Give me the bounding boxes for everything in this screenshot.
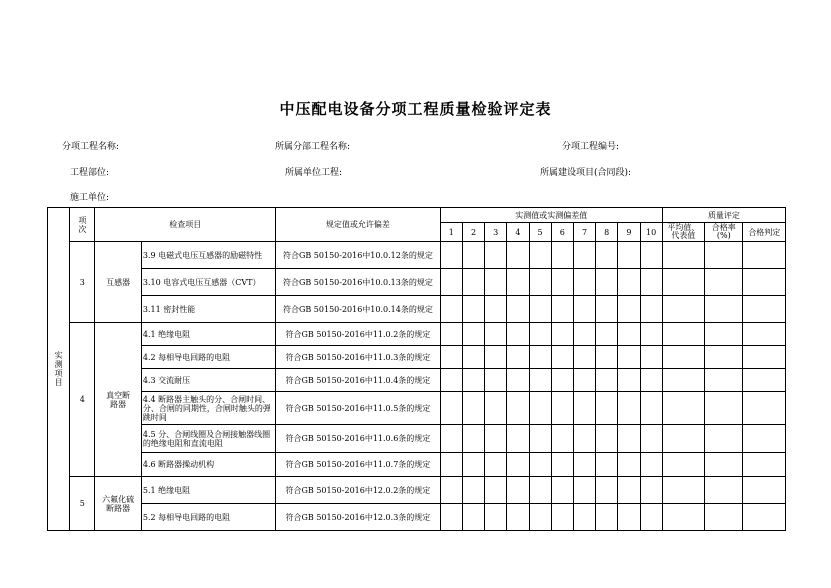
value-cell[interactable] — [507, 242, 529, 269]
value-cell[interactable] — [662, 242, 704, 269]
value-cell[interactable] — [462, 242, 484, 269]
value-cell[interactable] — [705, 346, 743, 369]
value-cell[interactable] — [596, 369, 618, 392]
value-cell[interactable] — [485, 504, 507, 531]
value-cell[interactable] — [618, 504, 640, 531]
value-cell[interactable] — [662, 425, 704, 453]
value-cell[interactable] — [485, 346, 507, 369]
value-cell[interactable] — [440, 453, 462, 477]
standard-value: 符合GB 50150-2016中11.0.3条的规定 — [276, 346, 441, 369]
value-cell[interactable] — [551, 453, 573, 477]
group-seq: 3 — [70, 242, 95, 323]
value-cell[interactable] — [440, 242, 462, 269]
header-pass-rate: 合格率 (%) — [705, 223, 743, 242]
value-cell[interactable] — [705, 477, 743, 504]
value-cell[interactable] — [618, 369, 640, 392]
check-item: 4.3 交流耐压 — [141, 369, 275, 392]
value-cell[interactable] — [640, 296, 662, 323]
value-cell[interactable] — [551, 296, 573, 323]
value-cell[interactable] — [507, 453, 529, 477]
check-item: 3.10 电容式电压互感器（CVT） — [141, 269, 275, 296]
value-cell[interactable] — [507, 296, 529, 323]
value-cell[interactable] — [640, 369, 662, 392]
standard-value: 符合GB 50150-2016中12.0.3条的规定 — [276, 504, 441, 531]
value-cell[interactable] — [596, 477, 618, 504]
value-cell[interactable] — [596, 242, 618, 269]
group-seq: 5 — [70, 477, 95, 531]
standard-value: 符合GB 50150-2016中10.0.13条的规定 — [276, 269, 441, 296]
value-cell[interactable] — [462, 369, 484, 392]
section-label: 实 测 项 目 — [48, 208, 70, 531]
value-cell[interactable] — [462, 453, 484, 477]
value-cell[interactable] — [485, 269, 507, 296]
group-seq: 4 — [70, 323, 95, 477]
value-cell[interactable] — [573, 296, 595, 323]
value-cell[interactable] — [743, 369, 786, 392]
value-cell[interactable] — [440, 346, 462, 369]
header-row-1 — [48, 208, 786, 223]
header-col-5: 5 — [529, 223, 551, 242]
standard-value: 符合GB 50150-2016中12.0.2条的规定 — [276, 477, 441, 504]
value-cell[interactable] — [507, 392, 529, 425]
value-cell[interactable] — [440, 477, 462, 504]
value-cell[interactable] — [507, 477, 529, 504]
value-cell[interactable] — [618, 477, 640, 504]
header-avg: 平均值、 代表值 — [662, 223, 704, 242]
inspection-table — [47, 207, 786, 531]
value-cell[interactable] — [573, 504, 595, 531]
table-row — [48, 346, 786, 369]
header-quality: 质量评定 — [662, 208, 785, 223]
value-cell[interactable] — [551, 369, 573, 392]
group-name: 互感器 — [95, 242, 141, 323]
table-row — [48, 242, 786, 269]
value-cell[interactable] — [743, 453, 786, 477]
value-cell[interactable] — [705, 269, 743, 296]
check-item: 4.4 断路器主触头的分、合闸时间、分、合闸的同期性，合闸时触头的弹跳时间 — [141, 392, 275, 425]
value-cell[interactable] — [440, 296, 462, 323]
value-cell[interactable] — [662, 504, 704, 531]
check-item: 3.11 密封性能 — [141, 296, 275, 323]
standard-value: 符合GB 50150-2016中11.0.5条的规定 — [276, 392, 441, 425]
value-cell[interactable] — [640, 346, 662, 369]
value-cell[interactable] — [440, 425, 462, 453]
value-cell[interactable] — [440, 392, 462, 425]
header-col-6: 6 — [551, 223, 573, 242]
value-cell[interactable] — [743, 269, 786, 296]
value-cell[interactable] — [596, 392, 618, 425]
check-item: 4.6 断路器操动机构 — [141, 453, 275, 477]
header-col-7: 7 — [573, 223, 595, 242]
header-standard: 规定值或允许偏差 — [276, 208, 441, 242]
value-cell[interactable] — [705, 392, 743, 425]
value-cell[interactable] — [573, 392, 595, 425]
value-cell[interactable] — [529, 453, 551, 477]
value-cell[interactable] — [662, 392, 704, 425]
header-col-1: 1 — [440, 223, 462, 242]
value-cell[interactable] — [618, 296, 640, 323]
table-row — [48, 425, 786, 453]
header-col-10: 10 — [640, 223, 662, 242]
table-row — [48, 453, 786, 477]
value-cell[interactable] — [462, 346, 484, 369]
header-col-3: 3 — [485, 223, 507, 242]
value-cell[interactable] — [743, 425, 786, 453]
value-cell[interactable] — [662, 369, 704, 392]
construction-project-label: 所属建设项目(合同段): — [540, 168, 632, 178]
value-cell[interactable] — [596, 269, 618, 296]
value-cell[interactable] — [507, 369, 529, 392]
value-cell[interactable] — [743, 504, 786, 531]
value-cell[interactable] — [485, 477, 507, 504]
standard-value: 符合GB 50150-2016中11.0.4条的规定 — [276, 369, 441, 392]
project-part-label: 工程部位: — [70, 168, 110, 178]
value-cell[interactable] — [573, 323, 595, 346]
value-cell[interactable] — [462, 504, 484, 531]
value-cell[interactable] — [485, 242, 507, 269]
value-cell[interactable] — [507, 269, 529, 296]
value-cell[interactable] — [618, 242, 640, 269]
value-cell[interactable] — [485, 425, 507, 453]
value-cell[interactable] — [485, 453, 507, 477]
value-cell[interactable] — [705, 425, 743, 453]
value-cell[interactable] — [743, 242, 786, 269]
value-cell[interactable] — [618, 392, 640, 425]
value-cell[interactable] — [743, 477, 786, 504]
value-cell[interactable] — [529, 477, 551, 504]
value-cell[interactable] — [705, 504, 743, 531]
table-row — [48, 504, 786, 531]
standard-value: 符合GB 50150-2016中11.0.6条的规定 — [276, 425, 441, 453]
value-cell[interactable] — [743, 392, 786, 425]
value-cell[interactable] — [705, 323, 743, 346]
value-cell[interactable] — [462, 425, 484, 453]
value-cell[interactable] — [529, 323, 551, 346]
value-cell[interactable] — [551, 425, 573, 453]
value-cell[interactable] — [462, 477, 484, 504]
value-cell[interactable] — [507, 323, 529, 346]
value-cell[interactable] — [640, 425, 662, 453]
value-cell[interactable] — [596, 425, 618, 453]
table-row — [48, 369, 786, 392]
value-cell[interactable] — [440, 369, 462, 392]
value-cell[interactable] — [573, 425, 595, 453]
table-row — [48, 392, 786, 425]
value-cell[interactable] — [640, 504, 662, 531]
value-cell[interactable] — [507, 425, 529, 453]
table-row — [48, 296, 786, 323]
value-cell[interactable] — [705, 369, 743, 392]
value-cell[interactable] — [596, 346, 618, 369]
value-cell[interactable] — [573, 269, 595, 296]
value-cell[interactable] — [662, 346, 704, 369]
value-cell[interactable] — [640, 477, 662, 504]
value-cell[interactable] — [485, 369, 507, 392]
value-cell[interactable] — [662, 269, 704, 296]
value-cell[interactable] — [551, 323, 573, 346]
value-cell[interactable] — [640, 392, 662, 425]
header-col-2: 2 — [462, 223, 484, 242]
value-cell[interactable] — [529, 425, 551, 453]
header-item: 检查项目 — [95, 208, 276, 242]
value-cell[interactable] — [440, 269, 462, 296]
value-cell[interactable] — [573, 346, 595, 369]
value-cell[interactable] — [743, 323, 786, 346]
value-cell[interactable] — [551, 392, 573, 425]
standard-value: 符合GB 50150-2016中10.0.12条的规定 — [276, 242, 441, 269]
subproject-name-label: 分项工程名称: — [62, 142, 120, 152]
value-cell[interactable] — [640, 269, 662, 296]
value-cell[interactable] — [462, 323, 484, 346]
value-cell[interactable] — [618, 323, 640, 346]
group-name: 真空断 路器 — [95, 323, 141, 477]
value-cell[interactable] — [596, 323, 618, 346]
group-name: 六氟化硫 断路器 — [95, 477, 141, 531]
value-cell[interactable] — [705, 453, 743, 477]
check-item: 3.9 电磁式电压互感器的励磁特性 — [141, 242, 275, 269]
value-cell[interactable] — [551, 477, 573, 504]
unit-project-label: 所属单位工程: — [285, 168, 343, 178]
value-cell[interactable] — [485, 296, 507, 323]
value-cell[interactable] — [596, 296, 618, 323]
value-cell[interactable] — [440, 504, 462, 531]
value-cell[interactable] — [618, 269, 640, 296]
table-row — [48, 477, 786, 504]
value-cell[interactable] — [618, 346, 640, 369]
header-seq: 项 次 — [70, 208, 95, 242]
value-cell[interactable] — [551, 346, 573, 369]
value-cell[interactable] — [485, 392, 507, 425]
value-cell[interactable] — [662, 477, 704, 504]
value-cell[interactable] — [618, 453, 640, 477]
value-cell[interactable] — [529, 269, 551, 296]
value-cell[interactable] — [485, 323, 507, 346]
value-cell[interactable] — [551, 242, 573, 269]
value-cell[interactable] — [529, 346, 551, 369]
parent-project-name-label: 所属分部工程名称: — [275, 142, 351, 152]
value-cell[interactable] — [529, 504, 551, 531]
value-cell[interactable] — [705, 242, 743, 269]
value-cell[interactable] — [662, 323, 704, 346]
page-title: 中压配电设备分项工程质量检验评定表 — [279, 100, 552, 118]
value-cell[interactable] — [462, 296, 484, 323]
subproject-number-label: 分项工程编号: — [562, 142, 620, 152]
check-item: 5.2 每相导电回路的电阻 — [141, 504, 275, 531]
standard-value: 符合GB 50150-2016中11.0.2条的规定 — [276, 323, 441, 346]
value-cell[interactable] — [551, 504, 573, 531]
header-judge: 合格判定 — [743, 223, 786, 242]
header-col-4: 4 — [507, 223, 529, 242]
value-cell[interactable] — [662, 296, 704, 323]
header-col-9: 9 — [618, 223, 640, 242]
header-measured: 实测值或实测偏差值 — [440, 208, 662, 223]
standard-value: 符合GB 50150-2016中10.0.14条的规定 — [276, 296, 441, 323]
value-cell[interactable] — [662, 453, 704, 477]
table-row — [48, 323, 786, 346]
value-cell[interactable] — [743, 346, 786, 369]
value-cell[interactable] — [462, 392, 484, 425]
value-cell[interactable] — [573, 369, 595, 392]
value-cell[interactable] — [743, 296, 786, 323]
value-cell[interactable] — [596, 453, 618, 477]
value-cell[interactable] — [573, 453, 595, 477]
value-cell[interactable] — [529, 242, 551, 269]
value-cell[interactable] — [529, 392, 551, 425]
value-cell[interactable] — [507, 504, 529, 531]
value-cell[interactable] — [440, 323, 462, 346]
value-cell[interactable] — [529, 369, 551, 392]
value-cell[interactable] — [551, 269, 573, 296]
value-cell[interactable] — [640, 242, 662, 269]
value-cell[interactable] — [596, 504, 618, 531]
check-item: 5.1 绝缘电阻 — [141, 477, 275, 504]
standard-value: 符合GB 50150-2016中11.0.7条的规定 — [276, 453, 441, 477]
header-col-8: 8 — [596, 223, 618, 242]
value-cell[interactable] — [507, 346, 529, 369]
value-cell[interactable] — [640, 453, 662, 477]
value-cell[interactable] — [573, 477, 595, 504]
check-item: 4.2 每相导电回路的电阻 — [141, 346, 275, 369]
value-cell[interactable] — [705, 296, 743, 323]
table-row — [48, 269, 786, 296]
construction-unit-label: 施工单位: — [70, 193, 110, 203]
value-cell[interactable] — [618, 425, 640, 453]
value-cell[interactable] — [640, 323, 662, 346]
value-cell[interactable] — [573, 242, 595, 269]
value-cell[interactable] — [462, 269, 484, 296]
check-item: 4.1 绝缘电阻 — [141, 323, 275, 346]
check-item: 4.5 分、合闸线圈及合闸接触器线圈的绝缘电阻和直流电阻 — [141, 425, 275, 453]
value-cell[interactable] — [529, 296, 551, 323]
